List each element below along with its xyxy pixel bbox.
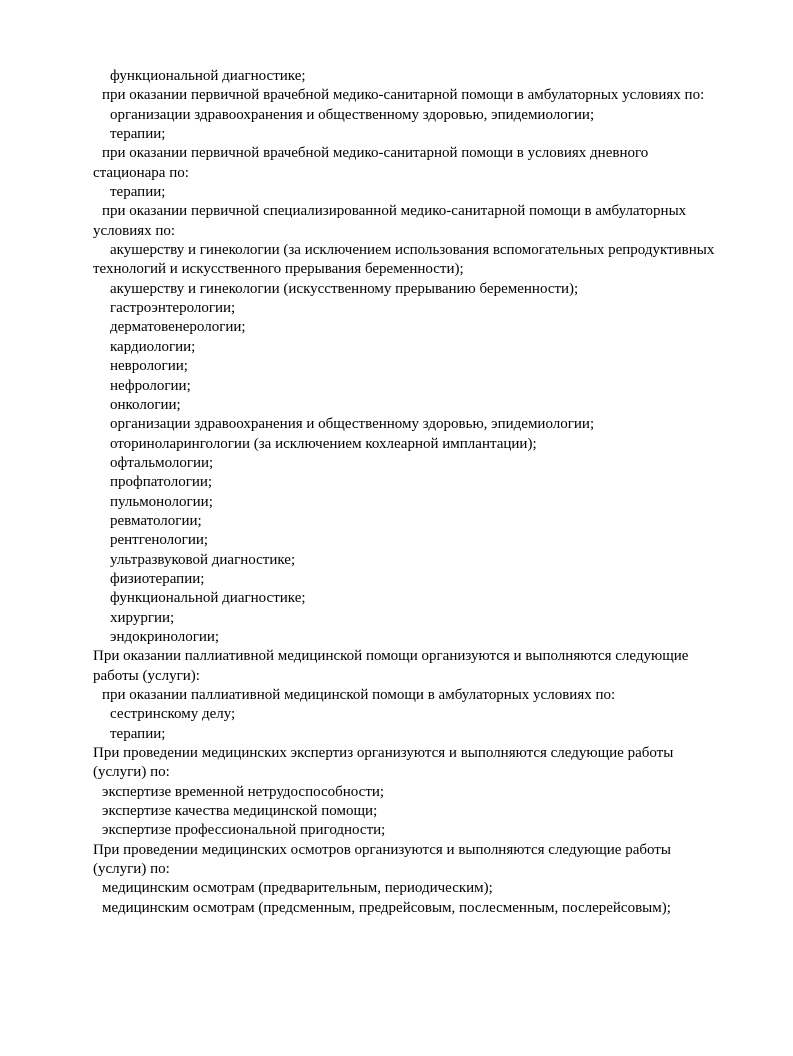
document-line: технологий и искусственного прерывания беременности); [93,261,464,278]
document-line: стационара по: [93,164,189,181]
document-line: при оказании первичной врачебной медико-санитарной помощи в амбулаторных условиях по: [102,87,705,104]
document-line: профпатологии; [110,474,213,491]
document-line: акушерству и гинекологии (за исключением использования вспомогательных репродуктивных [110,242,715,259]
document-line: терапии; [110,126,166,143]
document-line: работы (услуги): [93,667,200,684]
document-line: хирургии; [110,609,175,626]
document-line: ультразвуковой диагностике; [110,551,296,568]
document-line: (услуги) по: [93,764,170,781]
document-line: терапии; [110,184,166,201]
document-line: медицинским осмотрам (предсменным, предрейсовым, послесменным, послерейсовым); [102,899,671,916]
document-line: физиотерапии; [110,570,205,587]
document-line: При проведении медицинских экспертиз организуются и выполняются следующие работы [93,745,674,762]
document-line: гастроэнтерологии; [110,300,236,317]
document-body [93,67,763,918]
document-line: ревматологии; [110,512,202,529]
document-line: при оказании первичной специализированной медико-санитарной помощи в амбулаторных [102,203,687,220]
document-line: акушерству и гинекологии (искусственному прерыванию беременности); [110,280,579,297]
document-line: При оказании паллиативной медицинской помощи организуются и выполняются следующие [93,648,689,665]
document-line: при оказании первичной врачебной медико-санитарной помощи в условиях дневного [102,145,649,162]
document-line: кардиологии; [110,338,196,355]
document-line: организации здравоохранения и общественному здоровью, эпидемиологии; [110,106,595,123]
document-line: функциональной диагностике; [110,590,306,607]
document-line: эндокринологии; [110,628,220,645]
document-line: оториноларингологии (за исключением кохлеарной имплантации); [110,435,537,452]
document-line: сестринскому делу; [110,706,236,723]
document-line: экспертизе профессиональной пригодности; [102,822,386,839]
document-line: терапии; [110,725,166,742]
document-line: При проведении медицинских осмотров организуются и выполняются следующие работы [93,841,671,858]
document-line: нефрологии; [110,377,191,394]
document-line: функциональной диагностике; [110,68,306,84]
document-line: экспертизе временной нетрудоспособности; [102,783,385,800]
document-line: дерматовенерологии; [110,319,246,336]
document-line: рентгенологии; [110,532,209,549]
document-line: экспертизе качества медицинской помощи; [102,803,378,820]
document-line: медицинским осмотрам (предварительным, периодическим); [102,880,493,897]
document-line: пульмонологии; [110,493,213,510]
document-line: офтальмологии; [110,454,214,471]
document-line: при оказании паллиативной медицинской помощи в амбулаторных условиях по: [102,687,616,703]
document-line: условиях по: [93,222,176,239]
document-line: организации здравоохранения и общественному здоровью, эпидемиологии; [110,416,595,433]
document-line: неврологии; [110,358,188,375]
document-line: онкологии; [110,396,181,413]
document-line: (услуги) по: [93,861,170,878]
